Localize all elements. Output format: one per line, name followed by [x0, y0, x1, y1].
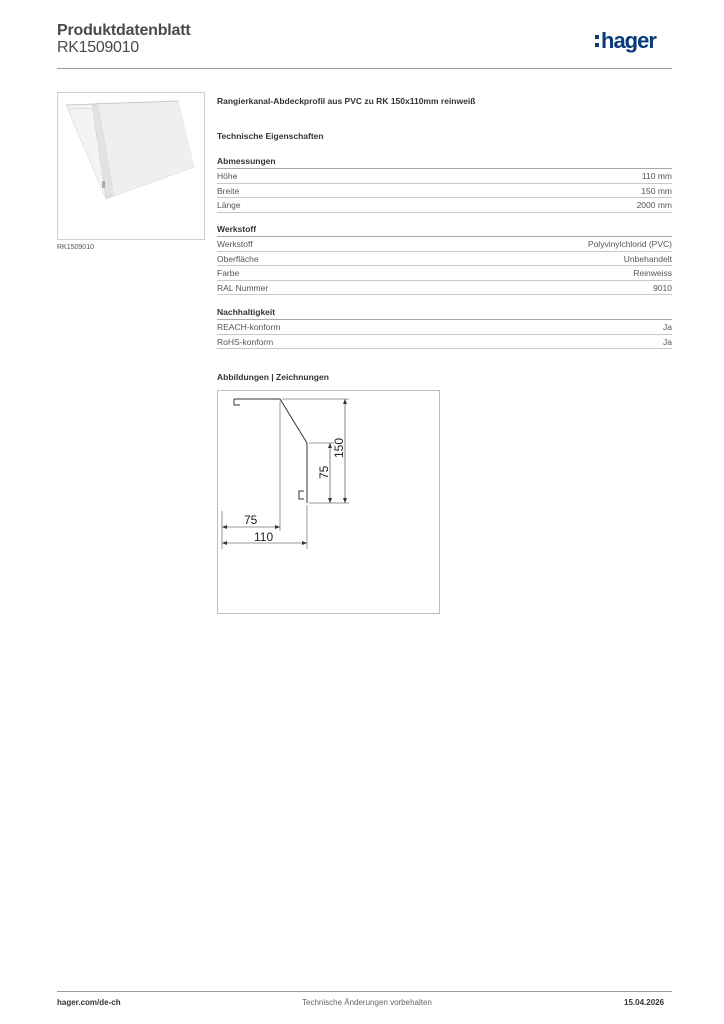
logo-wordmark: hager	[601, 28, 656, 53]
table-row	[217, 184, 672, 199]
table-row	[217, 335, 672, 350]
hager-logo	[594, 28, 676, 56]
row-label: Oberfläche	[217, 253, 259, 264]
row-label: Werkstoff	[217, 239, 253, 249]
row-value: Reinweiss	[633, 268, 672, 279]
table-row	[217, 237, 672, 252]
dimension-label: 75	[317, 465, 331, 479]
section-title: Nachhaltigkeit	[217, 306, 672, 320]
footer-divider	[57, 991, 672, 992]
section-title: Abmessungen	[217, 155, 672, 169]
section-material	[217, 223, 672, 295]
dimension-label: 110	[254, 530, 274, 544]
row-label: Höhe	[217, 171, 238, 181]
product-image	[57, 92, 205, 240]
section-title: Werkstoff	[217, 223, 672, 237]
row-value: 110 mm	[641, 171, 672, 181]
technical-properties-heading: Technische Eigenschaften	[217, 131, 324, 141]
table-row	[217, 252, 672, 267]
row-value: Ja	[663, 322, 672, 332]
table-row	[217, 198, 672, 213]
row-label: Länge	[217, 200, 241, 211]
row-label: Farbe	[217, 268, 240, 279]
table-row	[217, 169, 672, 184]
row-label: RoHS-konform	[217, 336, 274, 347]
dimension-label: 150	[332, 437, 346, 458]
dimension-label: 75	[244, 513, 258, 527]
product-name: Rangierkanal-Abdeckprofil aus PVC zu RK 150x110mm reinweiß	[217, 96, 476, 106]
row-value: Ja	[663, 336, 672, 347]
footer-website-link[interactable]: hager.com/de-ch	[57, 998, 121, 1007]
row-value: Polyvinylchlorid (PVC)	[587, 239, 672, 249]
row-value: 2000 mm	[636, 200, 672, 211]
footer-note: Technische Änderungen vorbehalten	[302, 998, 432, 1007]
image-caption: RK1509010	[57, 244, 94, 251]
section-sustainability	[217, 306, 672, 349]
row-label: REACH-konform	[217, 322, 281, 332]
table-row	[217, 266, 672, 281]
row-label: Breite	[217, 185, 240, 196]
technical-drawing	[217, 390, 440, 614]
table-row	[217, 320, 672, 335]
row-value: 9010	[653, 282, 672, 293]
article-number: RK1509010	[57, 39, 139, 56]
logo-dot-top	[595, 35, 599, 39]
row-value: Unbehandelt	[623, 253, 672, 264]
page-title: Produktdatenblatt	[57, 22, 191, 39]
section-dimensions	[217, 155, 672, 213]
table-row	[217, 281, 672, 296]
header-divider	[57, 68, 672, 69]
logo-dot-bottom	[595, 43, 599, 47]
row-label: RAL Nummer	[217, 282, 269, 293]
footer-date: 15.04.2026	[624, 998, 665, 1007]
profile-outline	[234, 399, 307, 503]
drawings-heading: Abbildungen | Zeichnungen	[217, 372, 329, 382]
row-value: 150 mm	[641, 185, 672, 196]
